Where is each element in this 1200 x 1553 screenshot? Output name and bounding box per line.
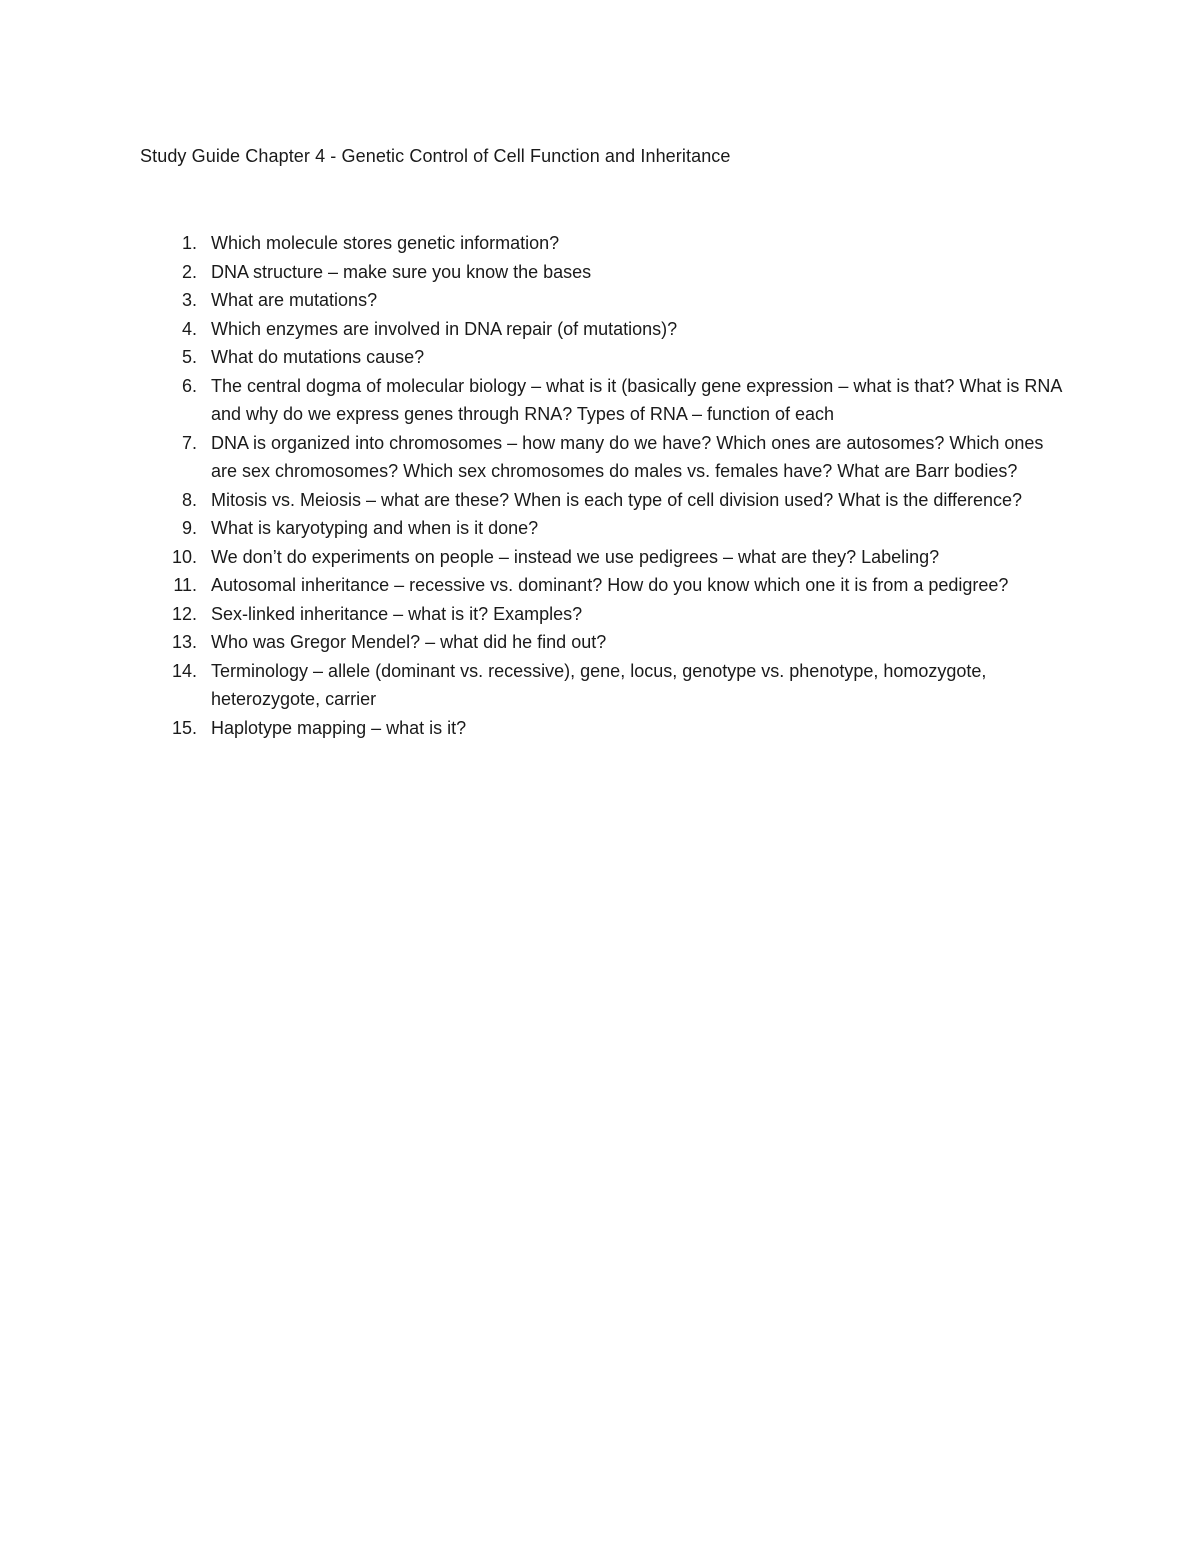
list-item-number: 1.: [181, 233, 197, 253]
list-item-number: 12.: [171, 603, 197, 624]
list-item: [140, 657, 1070, 714]
list-item-number: 10.: [171, 546, 197, 567]
list-item: [140, 543, 1070, 572]
list-item-text: Who was Gregor Mendel? – what did he find out?: [211, 632, 607, 652]
list-item: [140, 286, 1070, 315]
list-item-text: What is karyotyping and when is it done?: [211, 518, 539, 538]
list-item: [140, 229, 1070, 258]
list-item-text: The central dogma of molecular biology – what is it (basically gene expression – what is that? What is RNA and why do we express genes through RNA? Types of RNA – function of each: [211, 375, 1062, 424]
list-item-text: Sex-linked inheritance – what is it? Examples?: [211, 603, 583, 624]
list-item-text: DNA structure – make sure you know the bases: [211, 261, 592, 282]
question-list: [140, 229, 1070, 742]
list-item-text: Mitosis vs. Meiosis – what are these? When is each type of cell division used? What is the difference?: [211, 489, 1023, 510]
list-item: [140, 628, 1070, 657]
list-item-text: Which enzymes are involved in DNA repair (of mutations)?: [211, 318, 678, 339]
list-item: [140, 315, 1070, 344]
list-item: [140, 258, 1070, 287]
list-item-number: 8.: [181, 489, 197, 510]
list-item-number: 11.: [173, 575, 197, 595]
list-item-text: Autosomal inheritance – recessive vs. dominant? How do you know which one it is from a pedigree?: [211, 575, 1009, 595]
list-item: [140, 514, 1070, 543]
list-item-number: 2.: [181, 261, 197, 282]
list-item-number: 15.: [171, 717, 197, 738]
list-item: [140, 429, 1070, 486]
list-item: [140, 714, 1070, 743]
list-item-number: 6.: [181, 375, 197, 396]
list-item-number: 13.: [171, 632, 197, 652]
list-item: [140, 600, 1070, 629]
list-item-text: What do mutations cause?: [211, 347, 425, 367]
list-item: [140, 486, 1070, 515]
list-item-text: We don’t do experiments on people – instead we use pedigrees – what are they? Labeling?: [211, 546, 940, 567]
list-item-number: 7.: [181, 432, 197, 453]
list-item-number: 3.: [181, 290, 197, 310]
list-item-number: 14.: [171, 660, 197, 681]
list-item: [140, 571, 1070, 600]
list-item: [140, 372, 1070, 429]
list-item-text: Terminology – allele (dominant vs. recessive), gene, locus, genotype vs. phenotype, homozygote, heterozygote, carrier: [211, 660, 987, 709]
list-item-text: Haplotype mapping – what is it?: [211, 717, 467, 738]
list-item: [140, 343, 1070, 372]
list-item-number: 5.: [181, 347, 197, 367]
list-item-text: Which molecule stores genetic information?: [211, 233, 560, 253]
list-item-number: 4.: [181, 318, 197, 339]
list-item-text: DNA is organized into chromosomes – how many do we have? Which ones are autosomes? Which ones are sex chromosomes? Which sex chromosomes do males vs. females have? What are Barr bodies?: [211, 432, 1044, 481]
list-item-text: What are mutations?: [211, 290, 378, 310]
list-item-number: 9.: [181, 518, 197, 538]
document-title: Study Guide Chapter 4 - Genetic Control of Cell Function and Inheritance: [140, 146, 731, 166]
